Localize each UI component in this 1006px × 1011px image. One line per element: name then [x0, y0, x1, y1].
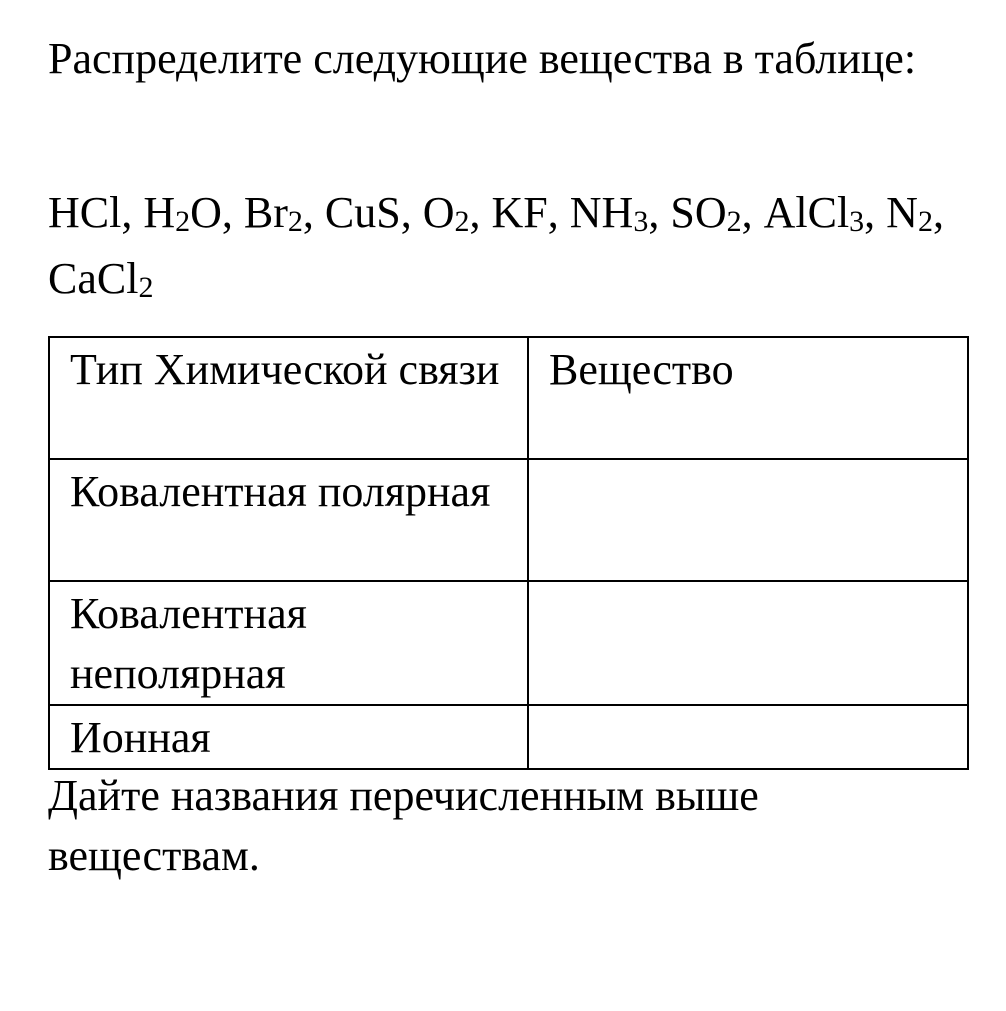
table-header-row	[49, 337, 968, 459]
table-row	[49, 581, 968, 705]
bond-type-cell: Ионная	[49, 705, 528, 769]
substance-item: $H_2O$,	[143, 188, 244, 238]
task-instruction: Распределите следующие вещества в таблице:	[48, 34, 917, 83]
substance-item: KF,	[491, 188, 570, 237]
header-bond-type: Тип Химической связи	[49, 337, 528, 459]
bond-type-cell: Ковалентная неполярная	[49, 581, 528, 705]
substance-item: HCl,	[48, 188, 144, 237]
follow-up-task: Дайте названия перечисленным выше веществам.	[48, 771, 759, 880]
table-row	[49, 459, 968, 581]
bond-type-table	[48, 336, 969, 770]
substance-item: $NH_3$,	[569, 188, 671, 238]
substance-item: $N_2$,	[886, 188, 944, 238]
header-substance: Вещество	[528, 337, 968, 459]
bond-type-cell: Ковалентная полярная	[49, 459, 528, 581]
substance-item: CuS,	[324, 188, 423, 237]
substance-cell[interactable]	[528, 705, 968, 769]
table-row	[49, 705, 968, 769]
substance-item: $Br_2$,	[243, 188, 325, 238]
substance-cell[interactable]	[528, 459, 968, 581]
substance-item: AlCl$_3$,	[763, 188, 876, 238]
substance-list	[48, 180, 978, 312]
substance-item: $O_2$,	[422, 188, 492, 238]
substance-item: CaCl$_2$	[48, 254, 154, 304]
substance-cell[interactable]	[528, 581, 968, 705]
substance-item: $SO_2$,	[670, 188, 764, 238]
